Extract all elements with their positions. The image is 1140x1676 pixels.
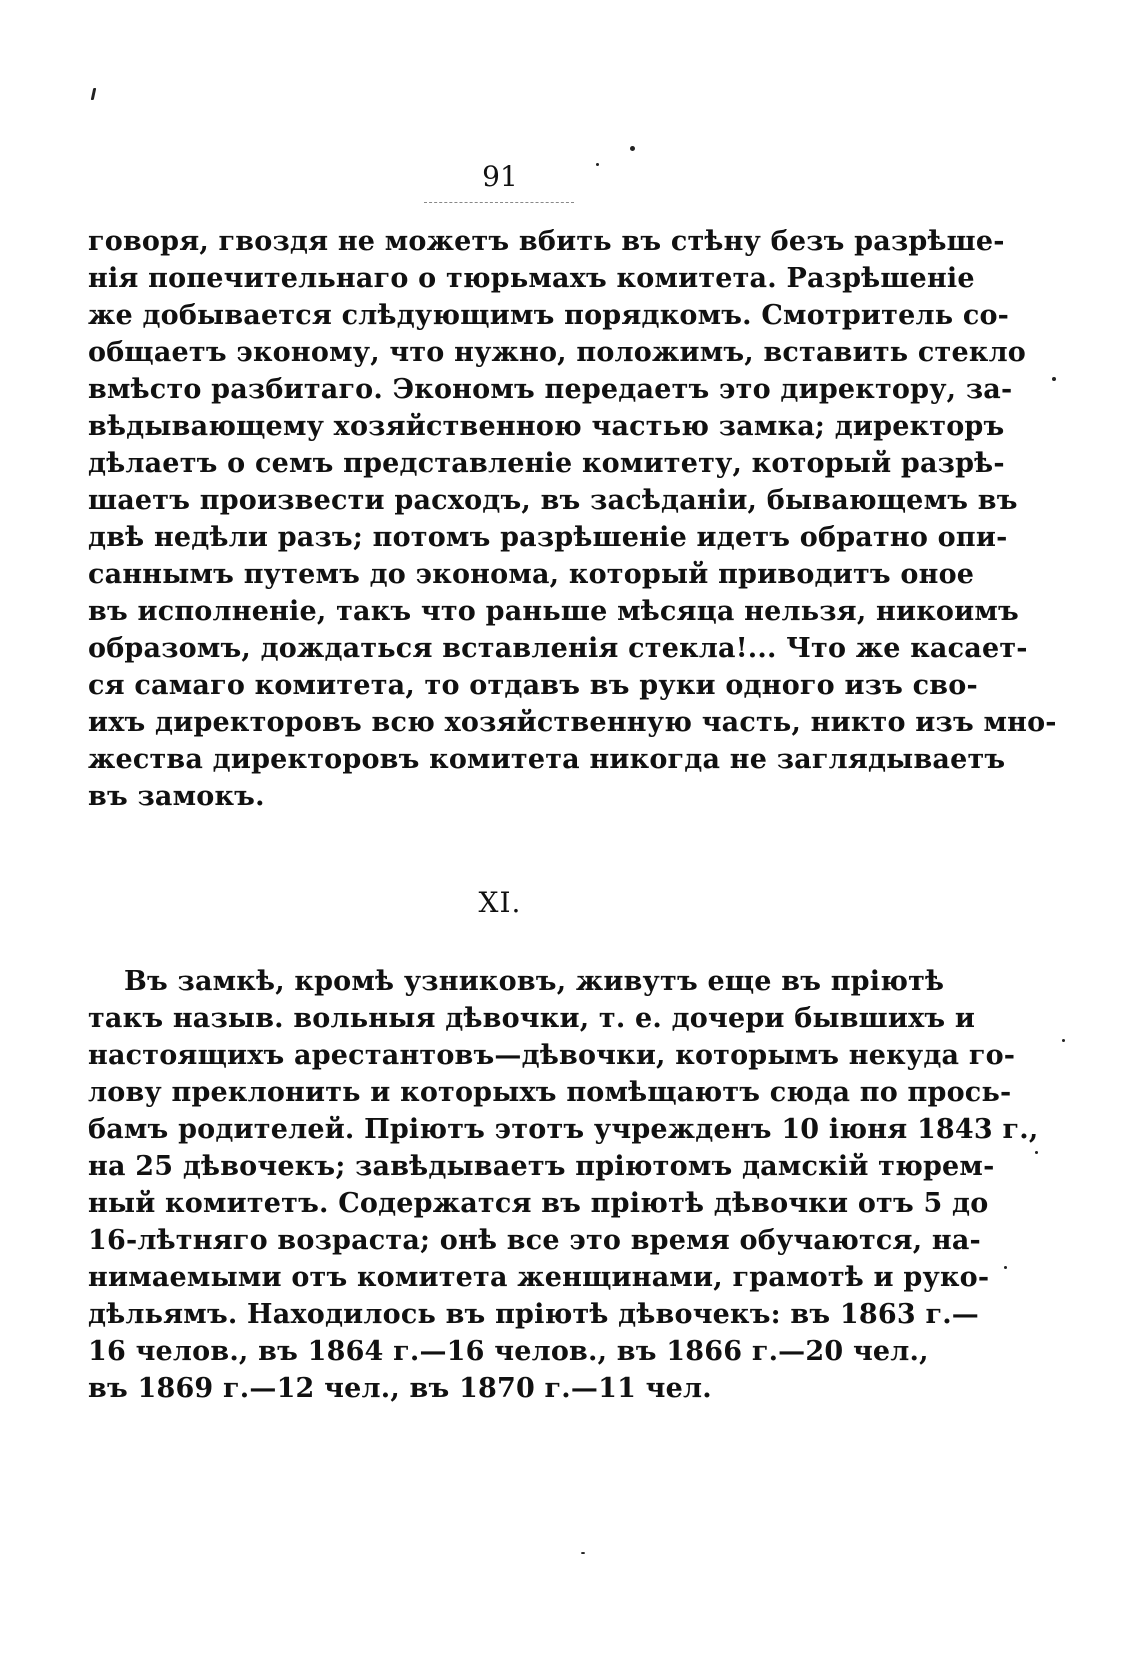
- text-line: двѣ недѣли разъ; потомъ разрѣшеніе идетъ обратно опи-: [88, 522, 1008, 553]
- scan-speck: [1062, 1039, 1065, 1042]
- page-number-rule: [424, 202, 574, 203]
- text-line: шаетъ произвести расходъ, въ засѣданіи, бывающемъ въ: [88, 485, 1018, 516]
- text-line: 16 челов., въ 1864 г.—16 челов., въ 1866 г.—20 чел.,: [88, 1336, 929, 1367]
- text-line: Въ замкѣ, кромѣ узниковъ, живутъ еще въ пріютѣ: [124, 966, 945, 997]
- page-number: 91: [482, 160, 518, 193]
- text-line: 16-лѣтняго возраста; онѣ все это время обучаются, на-: [88, 1225, 981, 1256]
- text-line: въ исполненіе, такъ что раньше мѣсяца нельзя, никоимъ: [88, 596, 1019, 627]
- text-line: въ замокъ.: [88, 781, 265, 812]
- text-line: дѣлаетъ о семъ представленіе комитету, который разрѣ-: [88, 448, 1005, 479]
- text-line: настоящихъ арестантовъ—дѣвочки, которымъ некуда го-: [88, 1040, 1016, 1071]
- scan-speck: [1052, 377, 1056, 381]
- text-line: же добывается слѣдующимъ порядкомъ. Смотритель со-: [88, 300, 1010, 331]
- text-line: говоря, гвоздя не можетъ вбить въ стѣну безъ разрѣше-: [88, 226, 1005, 257]
- scan-speck: [630, 146, 635, 151]
- scan-speck: [1004, 1266, 1007, 1269]
- text-line: ный комитетъ. Содержатся въ пріютѣ дѣвочки отъ 5 до: [88, 1188, 989, 1219]
- text-line: саннымъ путемъ до эконома, который приводитъ оное: [88, 559, 975, 590]
- scan-speck: [1035, 1151, 1038, 1154]
- scan-speck: [581, 1552, 585, 1554]
- text-line: образомъ, дождаться вставленія стекла!... Что же касает-: [88, 633, 1028, 664]
- text-line: въ 1869 г.—12 чел., въ 1870 г.—11 чел.: [88, 1373, 712, 1404]
- text-line: ся самаго комитета, то отдавъ въ руки одного изъ сво-: [88, 670, 978, 701]
- text-line: нія попечительнаго о тюрьмахъ комитета. Разрѣшеніе: [88, 263, 975, 294]
- text-line: вмѣсто разбитаго. Экономъ передаетъ это директору, за-: [88, 374, 1013, 405]
- section-heading: XI.: [478, 886, 522, 919]
- text-line: бамъ родителей. Пріютъ этотъ учрежденъ 10 іюня 1843 г.,: [88, 1114, 1039, 1145]
- scan-speck: [91, 88, 97, 100]
- text-line: на 25 дѣвочекъ; завѣдываетъ пріютомъ дамскій тюрем-: [88, 1151, 995, 1182]
- text-line: такъ назыв. вольныя дѣвочки, т. е. дочери бывшихъ и: [88, 1003, 976, 1034]
- text-line: вѣдывающему хозяйственною частью замка; директоръ: [88, 411, 1005, 442]
- text-line: дѣльямъ. Находилось въ пріютѣ дѣвочекъ: въ 1863 г.—: [88, 1299, 979, 1330]
- text-line: ихъ директоровъ всю хозяйственную часть, никто изъ мно-: [88, 707, 1057, 738]
- scan-speck: [596, 163, 599, 166]
- text-line: жества директоровъ комитета никогда не заглядываетъ: [88, 744, 1006, 775]
- text-line: общаетъ эконому, что нужно, положимъ, вставить стекло: [88, 337, 1027, 368]
- text-line: нимаемыми отъ комитета женщинами, грамотѣ и руко-: [88, 1262, 990, 1293]
- text-line: лову преклонить и которыхъ помѣщаютъ сюда по прось-: [88, 1077, 1012, 1108]
